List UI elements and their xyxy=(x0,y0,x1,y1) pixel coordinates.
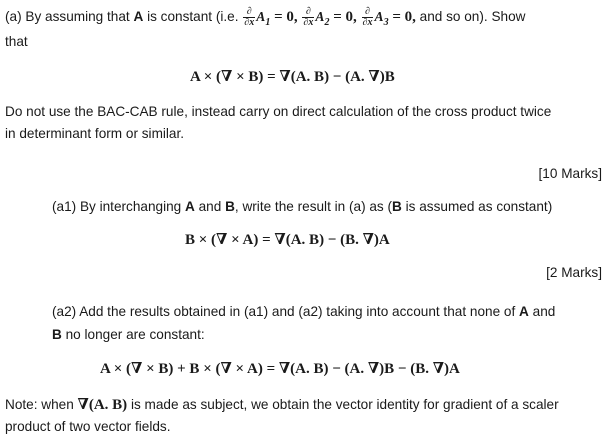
part-a-cond-open: is constant (i.e. xyxy=(147,9,239,25)
part-a-line1: (a) By assuming that A is constant (i.e. $\frac{\partial}{\partial x}$ $A_1 = 0$, $\frac{\partial}{\partial x}$ $A_2 = 0$, $\frac{\partial}{\partial x}$ $A_3 = 0$, and so on). Show xyxy=(5,6,526,28)
part-a-label: (a) xyxy=(5,9,22,25)
part-a-tail: and so on). Show xyxy=(419,9,526,25)
part-a2-line2: B no longer are constant: xyxy=(52,327,205,342)
part-a1-line: (a1) By interchanging A and B, write the result in (a) as (B is assumed as constant) xyxy=(52,199,553,214)
instruction-line2: in determinant form or similar. xyxy=(5,126,185,141)
final-note-line1: Note: when ∇(A. B) is made as subject, we obtain the vector identity for gradient of a scaler xyxy=(5,397,559,413)
final-note-line2: product of two vector fields. xyxy=(5,419,171,434)
marks-a1: [2 Marks] xyxy=(546,265,602,280)
part-a-line2: that xyxy=(5,34,28,49)
equation-a1: B × (∇ × A) = ∇(A. B) − (B. ∇)A xyxy=(185,232,390,248)
equation-a2: A × (∇ × B) + B × (∇ × A) = ∇(A. B) − (A. ∇)B − (B. ∇)A xyxy=(100,361,460,377)
part-a2-line1: (a2) Add the results obtained in (a1) and (a2) taking into account that none of A and xyxy=(52,304,556,319)
marks-a: [10 Marks] xyxy=(538,166,602,181)
equation-a: A × (∇ × B) = ∇(A. B) − (A. ∇)B xyxy=(190,69,395,85)
partial-fraction-3: $\frac{\partial}{\partial x}$ xyxy=(362,6,373,28)
part-a-var: A xyxy=(133,9,144,25)
partial-fraction-1: $\frac{\partial}{\partial x}$ xyxy=(244,6,255,28)
partial-fraction-2: $\frac{\partial}{\partial x}$ xyxy=(303,6,314,28)
part-a-intro: By assuming that xyxy=(25,9,130,25)
gradient-expression: ∇(A. B) xyxy=(77,397,128,413)
instruction-line1: Do not use the BAC-CAB rule, instead carry on direct calculation of the cross product twice xyxy=(5,104,552,119)
